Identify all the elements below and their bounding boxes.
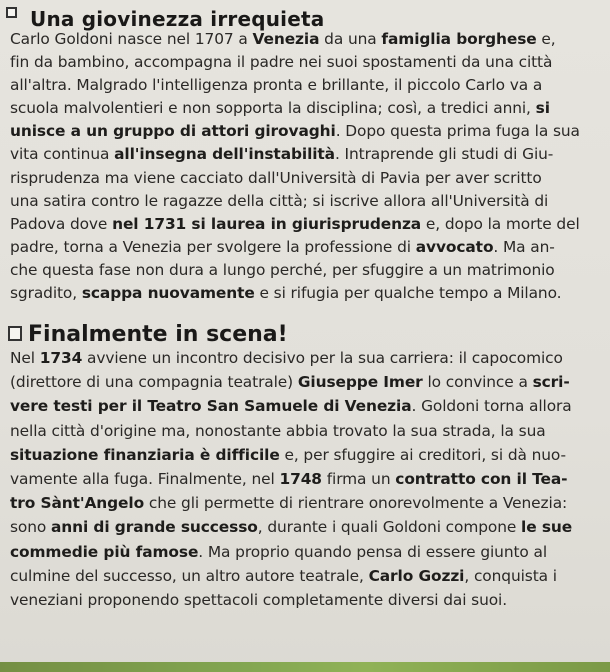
text-line	[10, 282, 606, 305]
bold-text-segment: contratto con il Tea-	[395, 469, 568, 488]
bold-text-segment: unisce a un gruppo di attori girovaghi	[10, 122, 336, 141]
bold-text-segment: vere testi per il Teatro San Samuele di Venezia	[10, 397, 412, 416]
paragraph-finalmente	[10, 346, 606, 612]
bold-text-segment: scappa nuovamente	[81, 284, 255, 303]
section-heading-finalmente	[8, 322, 288, 347]
text-line	[10, 259, 606, 282]
text-segment: lo convince a	[422, 373, 533, 392]
paragraph-giovinezza	[10, 28, 606, 305]
text-segment: . Ma proprio quando pensa di essere giunto al	[198, 542, 548, 561]
text-segment: . Goldoni torna allora	[411, 397, 572, 416]
text-segment: e, per sfuggire ai creditori, si dà nuo-	[279, 445, 566, 464]
bold-text-segment: le sue	[521, 518, 573, 537]
text-line	[10, 28, 606, 51]
text-segment: . Ma an-	[493, 237, 555, 256]
text-line	[10, 236, 606, 259]
text-segment: avviene un incontro decisivo per la sua carriera: il capocomico	[82, 349, 563, 367]
bold-text-segment: commedie più famose	[10, 542, 199, 561]
bold-text-segment: situazione finanziaria è difficile	[10, 445, 280, 464]
text-line	[10, 588, 606, 612]
text-segment: Carlo Goldoni nasce nel 1707 a	[10, 30, 253, 48]
text-segment: risprudenza ma viene cacciato dall'Università di Pavia per aver scritto	[10, 168, 542, 187]
text-segment: , durante i quali Goldoni compone	[257, 518, 522, 537]
text-line	[10, 120, 606, 143]
text-segment: nella città d'origine ma, nonostante abbia trovato la sua strada, la sua	[10, 421, 546, 440]
bold-text-segment: Carlo Gozzi	[368, 566, 465, 585]
text-line	[10, 394, 606, 418]
text-segment: fin da bambino, accompagna il padre nei suoi spostamenti da una città	[10, 53, 553, 72]
text-segment: e, dopo la morte del	[421, 214, 580, 233]
text-segment: Padova dove	[10, 214, 113, 233]
text-line	[10, 346, 606, 370]
text-line	[10, 51, 606, 74]
bold-text-segment: Venezia	[252, 30, 320, 48]
bold-text-segment: all'insegna dell'instabilità	[114, 145, 335, 164]
decorative-bottom-band	[0, 662, 610, 672]
text-line	[10, 467, 606, 491]
text-line	[10, 167, 606, 190]
checkbox-square-icon	[6, 7, 17, 18]
text-segment: e,	[536, 30, 556, 48]
bold-text-segment: scri-	[532, 373, 570, 392]
bold-text-segment: Giuseppe Imer	[297, 373, 423, 392]
section-title: Una giovinezza irrequieta	[30, 7, 325, 31]
text-segment: firma un	[321, 469, 396, 488]
text-line	[10, 419, 606, 443]
text-segment: . Dopo questa prima fuga la sua	[335, 122, 580, 141]
text-line	[10, 443, 606, 467]
bold-text-segment: anni di grande successo	[51, 518, 258, 537]
bold-text-segment: nel 1731 si laurea in giurisprudenza	[112, 214, 422, 233]
bold-text-segment: avvocato	[415, 237, 494, 256]
text-segment: sgradito,	[10, 284, 82, 303]
text-segment: vamente alla fuga. Finalmente, nel	[10, 469, 280, 488]
text-segment: culmine del successo, un altro autore teatrale,	[10, 566, 369, 585]
text-segment: Nel	[10, 349, 40, 367]
text-segment: che gli permette di rientrare onorevolmente a Venezia:	[144, 494, 568, 513]
section-title: Finalmente in scena!	[28, 322, 288, 347]
text-line	[10, 515, 606, 539]
text-segment: vita continua	[10, 145, 115, 164]
bold-text-segment: 1748	[279, 469, 322, 488]
text-line	[10, 213, 606, 236]
bold-text-segment: famiglia borghese	[381, 30, 537, 48]
text-line	[10, 190, 606, 213]
text-line	[10, 491, 606, 515]
text-segment: da una	[319, 30, 382, 48]
text-segment: sono	[10, 518, 51, 537]
text-segment: all'altra. Malgrado l'intelligenza pronta e brillante, il piccolo Carlo va a	[10, 76, 543, 95]
text-line	[10, 370, 606, 394]
text-segment: (direttore di una compagnia teatrale)	[10, 373, 298, 392]
text-line	[10, 564, 606, 588]
text-segment: , conquista i	[464, 566, 557, 585]
checkbox-square-icon	[8, 326, 22, 341]
text-segment: scuola malvolentieri e non sopporta la disciplina; così, a tredici anni,	[10, 99, 536, 118]
text-line	[10, 540, 606, 564]
text-line	[10, 143, 606, 166]
text-segment: padre, torna a Venezia per svolgere la professione di	[10, 237, 416, 256]
text-line	[10, 97, 606, 120]
text-segment: e si rifugia per qualche tempo a Milano.	[254, 284, 562, 303]
text-segment: che questa fase non dura a lungo perché, per sfuggire a un matrimonio	[10, 260, 555, 279]
text-segment: veneziani proponendo spettacoli completamente diversi dai suoi.	[10, 590, 508, 609]
bold-text-segment: si	[535, 99, 550, 118]
bold-text-segment: 1734	[39, 349, 83, 367]
text-segment: . Intraprende gli studi di Giu-	[334, 145, 554, 164]
text-segment: una satira contro le ragazze della città; si iscrive allora all'Università di	[10, 191, 549, 210]
bold-text-segment: tro Sànt'Angelo	[10, 494, 145, 513]
text-line	[10, 74, 606, 97]
